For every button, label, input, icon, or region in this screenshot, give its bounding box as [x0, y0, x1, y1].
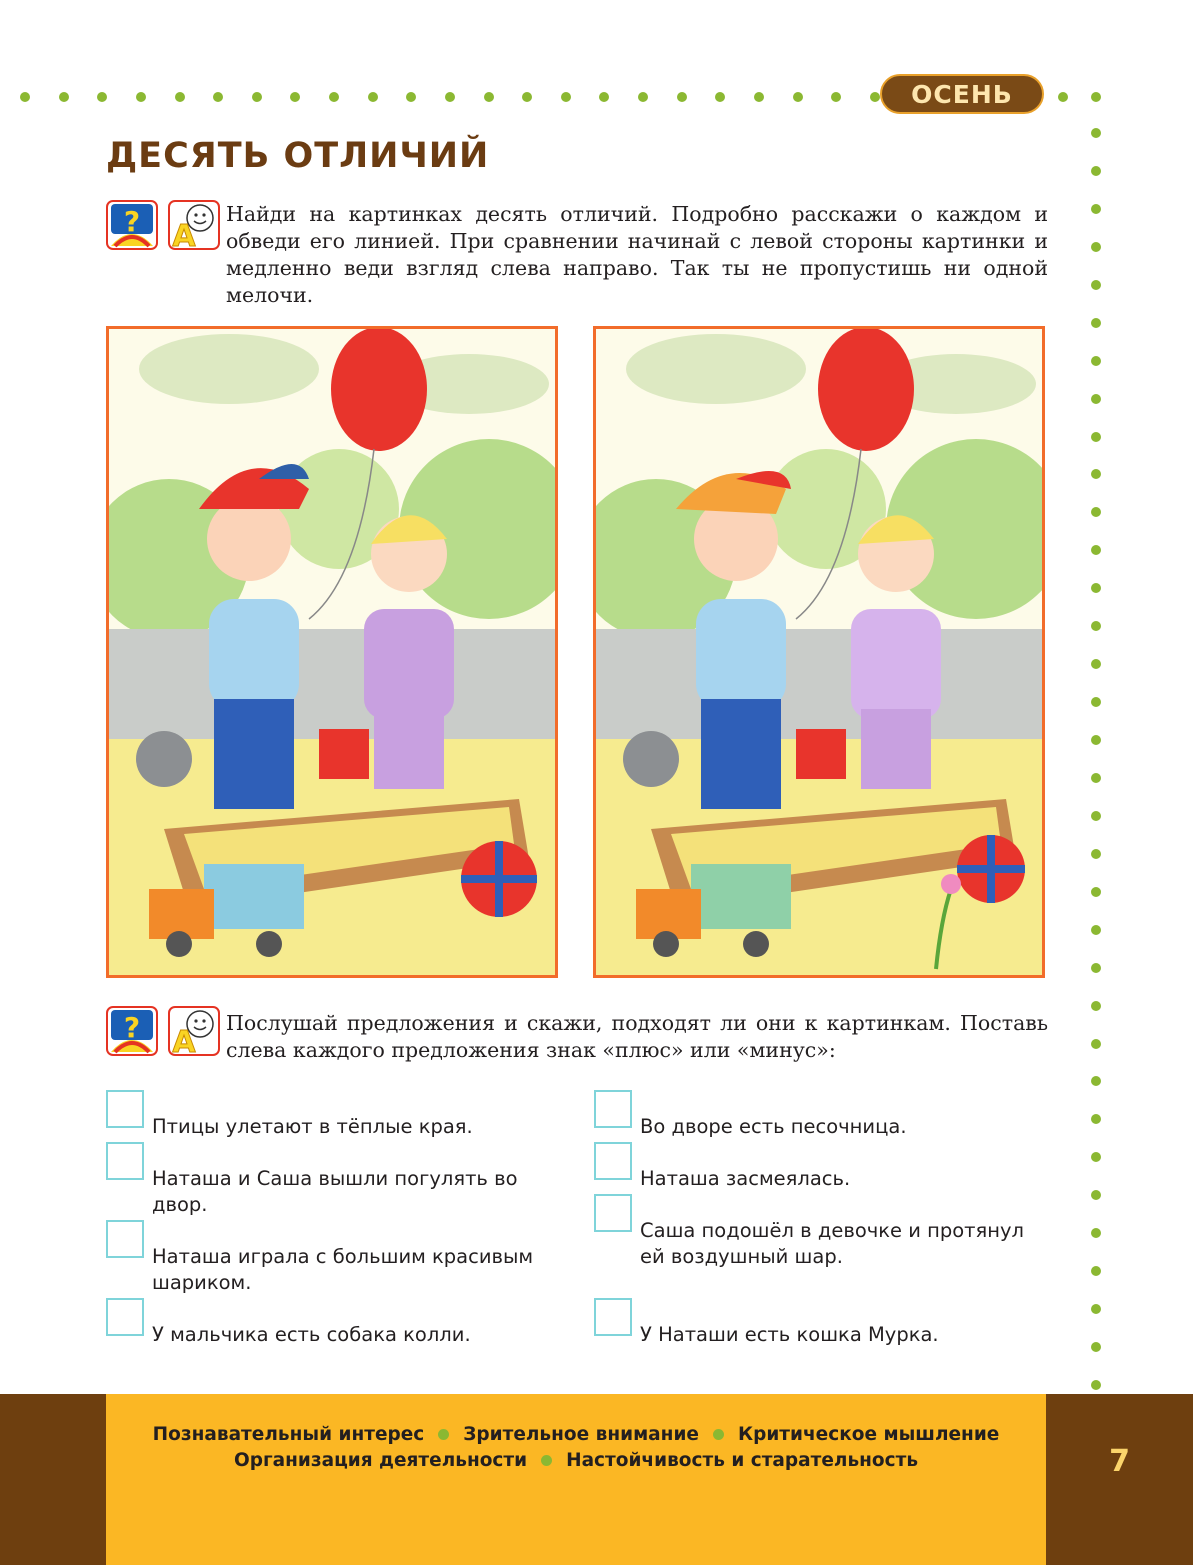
skills-line-2 [106, 1450, 1046, 1471]
border-dot [1091, 925, 1101, 935]
skill-label: Критическое мышление [737, 1424, 1000, 1445]
statement-item [594, 1114, 1030, 1140]
border-dot [1091, 1001, 1101, 1011]
skills-line-1 [106, 1424, 1046, 1445]
border-dot [1091, 507, 1101, 517]
border-dot [793, 92, 803, 102]
border-dot [1091, 811, 1101, 821]
statement-text: Саша подошёл в девочке и протянул ей воздушный шар. [640, 1219, 1025, 1268]
task2-icons [106, 1006, 220, 1056]
border-dot [1091, 1266, 1101, 1276]
border-dot [406, 92, 416, 102]
border-dot [329, 92, 339, 102]
statement-item [106, 1166, 542, 1218]
border-dot [1091, 1152, 1101, 1162]
border-dot [1058, 92, 1068, 102]
bullet-icon [713, 1429, 724, 1440]
border-dot [638, 92, 648, 102]
page-title: ДЕСЯТЬ ОТЛИЧИЙ [106, 136, 490, 176]
border-dot [1091, 545, 1101, 555]
border-dot [1091, 887, 1101, 897]
task1-icons [106, 200, 220, 250]
border-dot [1091, 621, 1101, 631]
answer-checkbox[interactable] [594, 1298, 632, 1336]
answer-checkbox[interactable] [106, 1142, 144, 1180]
border-dot [1091, 1380, 1101, 1390]
border-dot [1091, 1190, 1101, 1200]
picture-right [593, 326, 1045, 978]
border-dot [97, 92, 107, 102]
border-dot [213, 92, 223, 102]
border-dot [1091, 735, 1101, 745]
skills-footer [106, 1394, 1046, 1565]
answer-checkbox[interactable] [106, 1090, 144, 1128]
border-dot [1091, 394, 1101, 404]
border-dot [1091, 469, 1101, 479]
answer-checkbox[interactable] [106, 1298, 144, 1336]
statement-item [106, 1244, 542, 1296]
border-dot [1091, 204, 1101, 214]
skill-label: Организация деятельности [233, 1450, 528, 1471]
answer-checkbox[interactable] [594, 1090, 632, 1128]
border-dot [175, 92, 185, 102]
border-dot [1091, 318, 1101, 328]
kids-sandbox-illustration [109, 329, 555, 975]
border-dot [1091, 356, 1101, 366]
footer-right-band [1046, 1394, 1193, 1565]
border-dot [1091, 1076, 1101, 1086]
task2-instruction: Послушай предложения и скажи, подходят ли они к картинкам. Поставь слева каждого предложения знак «плюс» или «минус»: [226, 1011, 1048, 1062]
top-dotted-border [20, 92, 880, 102]
question-icon [106, 1006, 158, 1056]
task1-instruction: Найди на картинках десять отличий. Подробно расскажи о каждом и обведи его линией. При сравнении начинай с левой стороны картинки и медленно веди взгляд слева направо. Так ты не пропустишь ни одной мелочи. [226, 202, 1048, 307]
border-dot [1091, 432, 1101, 442]
border-dot [870, 92, 880, 102]
statement-item [594, 1166, 1030, 1192]
border-dot [136, 92, 146, 102]
season-badge: ОСЕНЬ [880, 74, 1044, 114]
border-dot [1091, 849, 1101, 859]
border-dot [290, 92, 300, 102]
border-dot [677, 92, 687, 102]
statement-item [106, 1322, 542, 1348]
footer-left-band [0, 1394, 106, 1565]
border-dot [1091, 242, 1101, 252]
border-dot [1091, 166, 1101, 176]
answer-checkbox[interactable] [594, 1142, 632, 1180]
border-dot [1091, 1114, 1101, 1124]
border-dot [561, 92, 571, 102]
border-dot [831, 92, 841, 102]
border-dot [484, 92, 494, 102]
statement-text: Во дворе есть песочница. [640, 1115, 907, 1138]
kids-sandbox-illustration-variant [596, 329, 1042, 975]
border-dot [1091, 659, 1101, 669]
statement-text: Наташа засмеялась. [640, 1167, 851, 1190]
svg-text:A: A [172, 1025, 196, 1056]
svg-text:?: ? [123, 205, 141, 238]
border-dot [1091, 1342, 1101, 1352]
border-dot [368, 92, 378, 102]
page-number: 7 [1109, 1444, 1130, 1479]
statement-text: Наташа играла с большим красивым шариком. [152, 1245, 534, 1294]
bullet-icon [438, 1429, 449, 1440]
border-dot [599, 92, 609, 102]
answer-checkbox[interactable] [594, 1194, 632, 1232]
border-dot [1091, 1228, 1101, 1238]
border-dot [1091, 773, 1101, 783]
border-dot [1091, 583, 1101, 593]
right-dotted-border [1091, 128, 1101, 1390]
letter-a-icon [168, 1006, 220, 1056]
svg-text:A: A [172, 219, 196, 250]
skill-label: Познавательный интерес [152, 1424, 425, 1445]
border-dot [59, 92, 69, 102]
border-dot [252, 92, 262, 102]
letter-a-icon [168, 200, 220, 250]
statement-item [594, 1218, 1030, 1270]
answer-checkbox[interactable] [106, 1220, 144, 1258]
border-dot [1091, 280, 1101, 290]
bullet-icon [541, 1455, 552, 1466]
border-dot [20, 92, 30, 102]
statement-text: У мальчика есть собака колли. [152, 1323, 471, 1346]
border-dot [1091, 128, 1101, 138]
border-dot [1091, 697, 1101, 707]
statement-item [594, 1322, 1030, 1348]
skill-label: Настойчивость и старательность [566, 1450, 919, 1471]
border-dot [1091, 1304, 1101, 1314]
svg-text:?: ? [123, 1011, 141, 1044]
border-dot [445, 92, 455, 102]
border-dot [522, 92, 532, 102]
question-icon [106, 200, 158, 250]
border-dot [1091, 92, 1101, 102]
statement-item [106, 1114, 542, 1140]
border-dot [715, 92, 725, 102]
skill-label: Зрительное внимание [463, 1424, 699, 1445]
statement-text: Наташа и Саша вышли погулять во двор. [152, 1167, 518, 1216]
statement-text: Птицы улетают в тёплые края. [152, 1115, 473, 1138]
border-dot [1091, 963, 1101, 973]
border-dot [754, 92, 764, 102]
picture-left [106, 326, 558, 978]
statement-text: У Наташи есть кошка Мурка. [640, 1323, 939, 1346]
border-dot [1091, 1039, 1101, 1049]
